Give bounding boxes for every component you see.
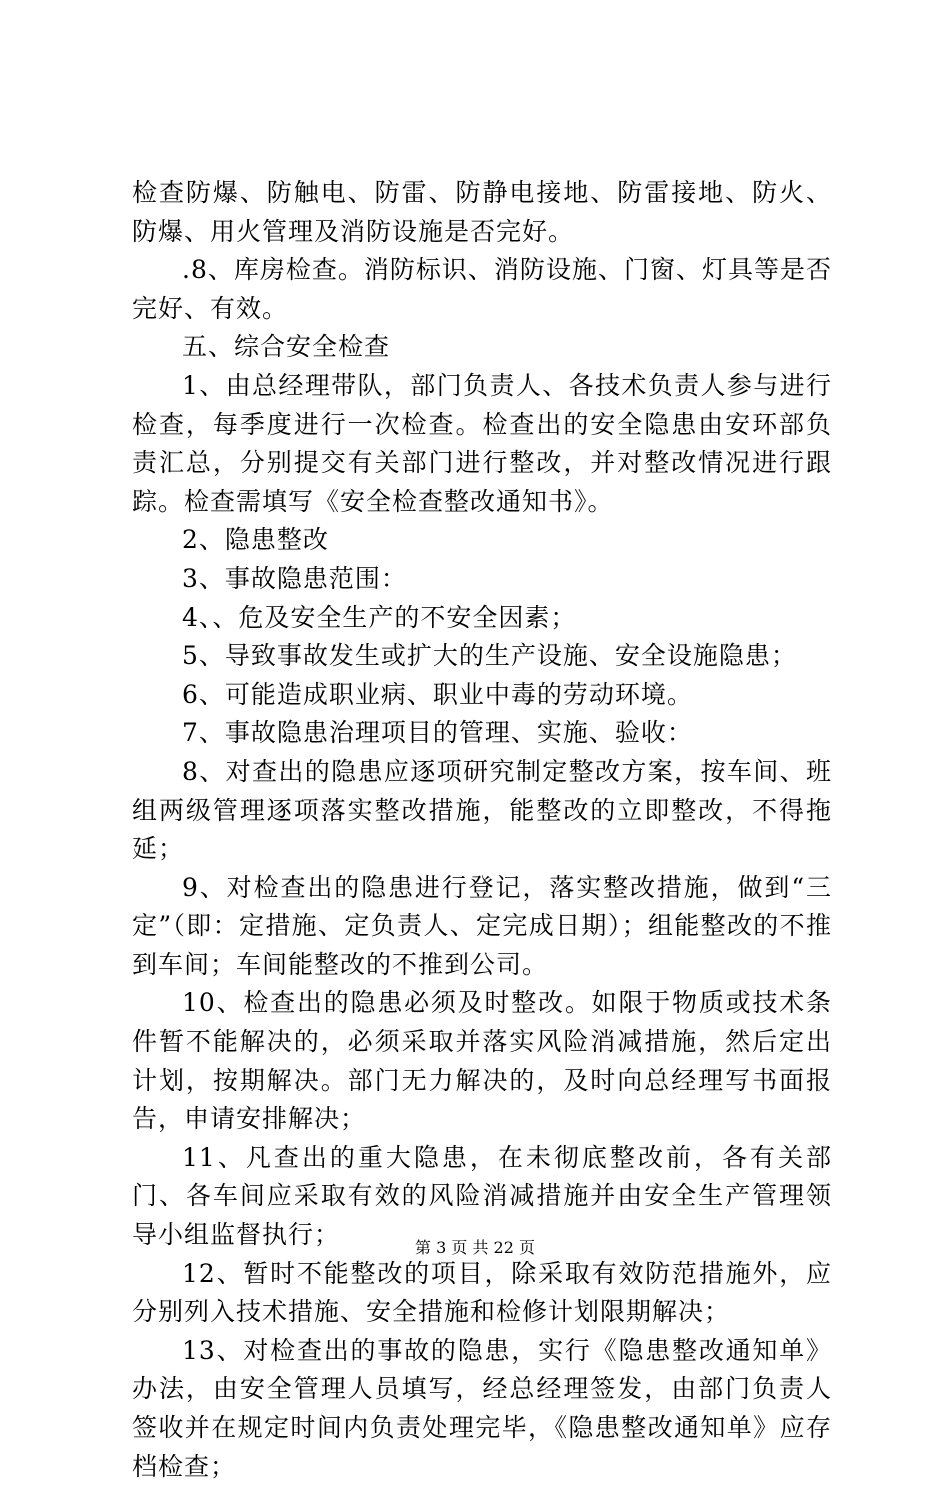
paragraph-item-4: 4、、危及安全生产的不安全因素； xyxy=(182,602,577,632)
paragraph-warehouse-check: .8、库房检查。消防标识、消防设施、门窗、灯具等是否完好、有效。 xyxy=(132,255,832,323)
paragraph-item-9: 9、对检查出的隐患进行登记，落实整改措施，做到“三定”（即：定措施、定负责人、定完成日期）；组能整改的不推到车间；车间能整改的不推到公司。 xyxy=(132,872,832,979)
paragraph-item-5: 5、导致事故发生或扩大的生产设施、安全设施隐患； xyxy=(182,641,797,671)
paragraph-item-13: 13、对检查出的事故的隐患，实行《隐患整改通知单》办法，由安全管理人员填写，经总经理签发，由部门负责人签收并在规定时间内负责处理完毕，《隐患整改通知单》应存档检查； xyxy=(132,1335,832,1481)
document-body xyxy=(132,174,832,1486)
section-heading-comprehensive-check: 五、综合安全检查 xyxy=(182,332,391,362)
paragraph-item-10: 10、检查出的隐患必须及时整改。如限于物质或技术条件暂不能解决的，必须采取并落实风险消减措施，然后定出计划，按期解决。部门无力解决的，及时向总经理写书面报告，申请安排解决； xyxy=(132,988,832,1134)
paragraph-item-7: 7、事故隐患治理项目的管理、实施、验收： xyxy=(182,718,693,748)
page-number-footer: 第 3 页 共 22 页 xyxy=(415,1238,535,1257)
paragraph-item-6: 6、可能造成职业病、职业中毒的劳动环境。 xyxy=(182,679,693,709)
paragraph-item-2: 2、隐患整改 xyxy=(182,525,329,555)
paragraph-continued: 检查防爆、防触电、防雷、防静电接地、防雷接地、防火、防爆、用火管理及消防设施是否完好。 xyxy=(132,178,832,246)
paragraph-item-12: 12、暂时不能整改的项目，除采取有效防范措施外，应分别列入技术措施、安全措施和检修计划限期解决； xyxy=(132,1258,832,1327)
paragraph-item-8: 8、对查出的隐患应逐项研究制定整改方案，按车间、班组两级管理逐项落实整改措施，能整改的立即整改，不得拖延； xyxy=(132,756,832,864)
paragraph-item-3: 3、事故隐患范围： xyxy=(182,563,407,593)
paragraph-item-1: 1、由总经理带队，部门负责人、各技术负责人参与进行检查，每季度进行一次检查。检查出的安全隐患由安环部负责汇总，分别提交有关部门进行整改，并对整改情况进行跟踪。检查需填写《安全检查整改通知书》。 xyxy=(132,370,832,516)
paragraph-item-11: 11、凡查出的重大隐患，在未彻底整改前，各有关部门、各车间应采取有效的风险消减措施并由安全生产管理领导小组监督执行； xyxy=(132,1142,832,1250)
